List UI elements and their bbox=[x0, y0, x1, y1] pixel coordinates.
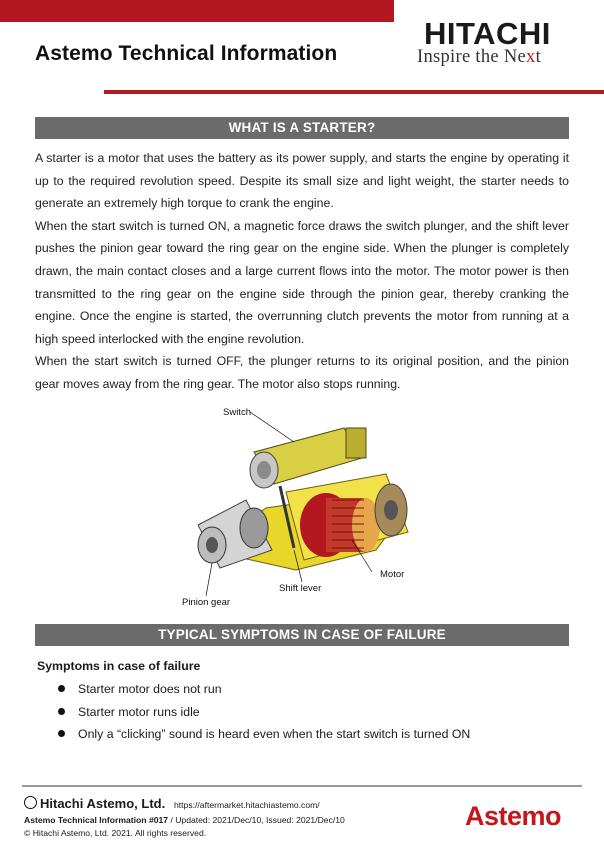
list-item bbox=[58, 680, 470, 703]
label-shift-lever: Shift lever bbox=[279, 583, 322, 594]
symptoms-subheading: Symptoms in case of failure bbox=[37, 659, 201, 673]
symptom-list bbox=[58, 680, 470, 748]
symptom-text: Starter motor runs idle bbox=[78, 704, 200, 719]
hitachi-mark-icon bbox=[24, 796, 37, 809]
footer-company bbox=[24, 796, 165, 811]
doc-dates: / Updated: 2021/Dec/10, Issued: 2021/Dec/10 bbox=[168, 815, 345, 825]
footer-url[interactable]: https://aftermarket.hitachiastemo.com/ bbox=[174, 800, 320, 810]
intro-text bbox=[35, 147, 569, 396]
footer-copyright: © Hitachi Astemo, Ltd. 2021. All rights reserved. bbox=[24, 828, 207, 838]
section-heading-symptoms: TYPICAL SYMPTOMS IN CASE OF FAILURE bbox=[35, 624, 569, 646]
bullet-icon bbox=[58, 685, 65, 692]
footer-doc-info bbox=[24, 815, 345, 825]
list-item bbox=[58, 725, 470, 748]
header-divider bbox=[104, 90, 604, 94]
starter-cutaway-figure bbox=[176, 400, 436, 610]
symptom-text: Only a “clicking” sound is heard even when the start switch is turned ON bbox=[78, 727, 471, 741]
hitachi-logo: HITACHI bbox=[424, 16, 551, 51]
label-motor: Motor bbox=[380, 569, 405, 580]
doc-number: Astemo Technical Information #017 bbox=[24, 815, 169, 825]
symptom-text: Starter motor does not run bbox=[78, 682, 222, 696]
tagline-accent: x bbox=[526, 47, 536, 67]
label-switch: Switch bbox=[223, 407, 251, 418]
bullet-icon bbox=[58, 730, 65, 737]
list-item bbox=[58, 703, 470, 726]
astemo-logo: Astemo bbox=[465, 801, 562, 831]
page-title: Astemo Technical Information bbox=[35, 42, 338, 65]
paragraph: A starter is a motor that uses the battery as its power supply, and starts the engine by operating it up to the required revolution speed. Despite its small size and light weight, the starter needs to generate an extremely high torque to crank the engine. bbox=[35, 151, 569, 211]
bullet-icon bbox=[58, 708, 65, 715]
company-name: Hitachi Astemo, Ltd. bbox=[40, 796, 166, 811]
paragraph: When the start switch is turned OFF, the plunger returns to its original position, and the pinion gear moves away from the ring gear. The motor also stops running. bbox=[35, 354, 569, 391]
section-heading-what-is-starter: WHAT IS A STARTER? bbox=[35, 117, 569, 139]
tagline-main: Inspire the Ne bbox=[417, 47, 526, 67]
top-accent-bar bbox=[0, 0, 394, 22]
hitachi-tagline bbox=[417, 47, 541, 68]
paragraph: When the start switch is turned ON, a magnetic force draws the switch plunger, and the shift lever pushes the pinion gear toward the ring gear on the engine side. When the plunger is completely drawn, the main contact closes and a large current flows into the motor. The motor power is then transmitted to the ring gear on the engine side through the pinion gear, thereby cranking the engine. Once the engine is started, the overrunning clutch prevents the motor from running at a high speed interlocked with the engine revolution. bbox=[35, 218, 569, 346]
tagline-end: t bbox=[535, 47, 542, 67]
footer-divider bbox=[22, 785, 582, 787]
label-pinion-gear: Pinion gear bbox=[182, 597, 231, 608]
